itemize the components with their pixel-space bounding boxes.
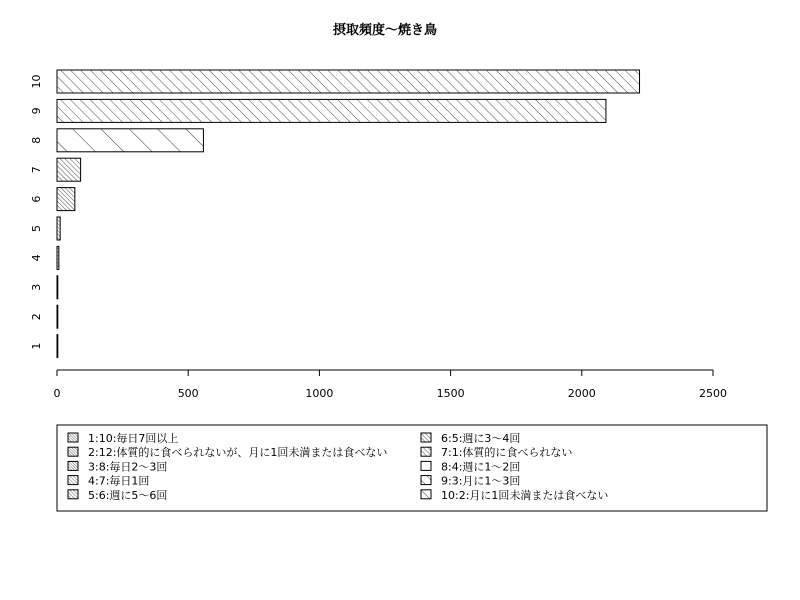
legend-label: 7:1:体質的に食べられない (441, 446, 573, 460)
bar-10 (57, 70, 640, 93)
legend-swatch (68, 461, 78, 470)
legend-swatch (68, 447, 78, 456)
x-tick-label: 500 (177, 387, 199, 400)
x-tick-label: 1000 (305, 387, 334, 400)
y-tick-label: 9 (30, 107, 43, 115)
y-axis (30, 75, 43, 350)
x-tick-label: 2000 (567, 387, 596, 400)
legend-swatch (68, 433, 78, 442)
chart-title: 摂取頻度〜焼き鳥 (332, 23, 438, 38)
bar-5 (57, 217, 60, 240)
legend-swatch (68, 490, 78, 499)
bar-1 (57, 335, 58, 358)
legend-label: 9:3:月に1〜3回 (441, 474, 521, 488)
y-tick-label: 3 (30, 283, 43, 291)
y-tick-label: 10 (30, 74, 43, 89)
legend-label: 3:8:毎日2〜3回 (88, 460, 168, 474)
legend-label: 1:10:毎日7回以上 (88, 432, 179, 445)
y-tick-label: 4 (30, 254, 43, 262)
legend-swatch (421, 447, 431, 456)
y-tick-label: 7 (30, 166, 43, 174)
legend-label: 10:2:月に1回未満または食べない (441, 488, 609, 502)
legend-label: 2:12:体質的に食べられないが、月に1回未満または食べない (88, 446, 388, 460)
legend-swatch (421, 461, 431, 470)
y-tick-label: 1 (30, 342, 43, 350)
legend-label: 5:6:週に5〜6回 (88, 488, 168, 502)
y-tick-label: 2 (30, 313, 43, 321)
bar-7 (57, 158, 81, 181)
bar-6 (57, 188, 75, 211)
bar-8 (57, 129, 203, 152)
legend-swatch (421, 476, 431, 485)
bar-9 (57, 99, 606, 122)
y-tick-label: 6 (30, 195, 43, 203)
legend (57, 425, 767, 511)
x-tick-label: 0 (53, 387, 61, 400)
y-tick-label: 5 (30, 225, 43, 232)
y-tick-label: 8 (30, 136, 43, 144)
legend-label: 6:5:週に3〜4回 (441, 432, 521, 445)
x-tick-label: 2500 (699, 387, 727, 400)
legend-label: 4:7:毎日1回 (88, 474, 150, 488)
x-axis (54, 370, 728, 400)
bars (57, 70, 640, 358)
bar-4 (57, 246, 59, 269)
legend-swatch (68, 476, 78, 485)
x-tick-label: 1500 (436, 387, 465, 400)
bar-2 (57, 305, 58, 328)
bar-3 (57, 276, 58, 299)
legend-swatch (421, 490, 431, 499)
legend-swatch (421, 433, 431, 442)
legend-label: 8:4:週に1〜2回 (441, 460, 521, 474)
